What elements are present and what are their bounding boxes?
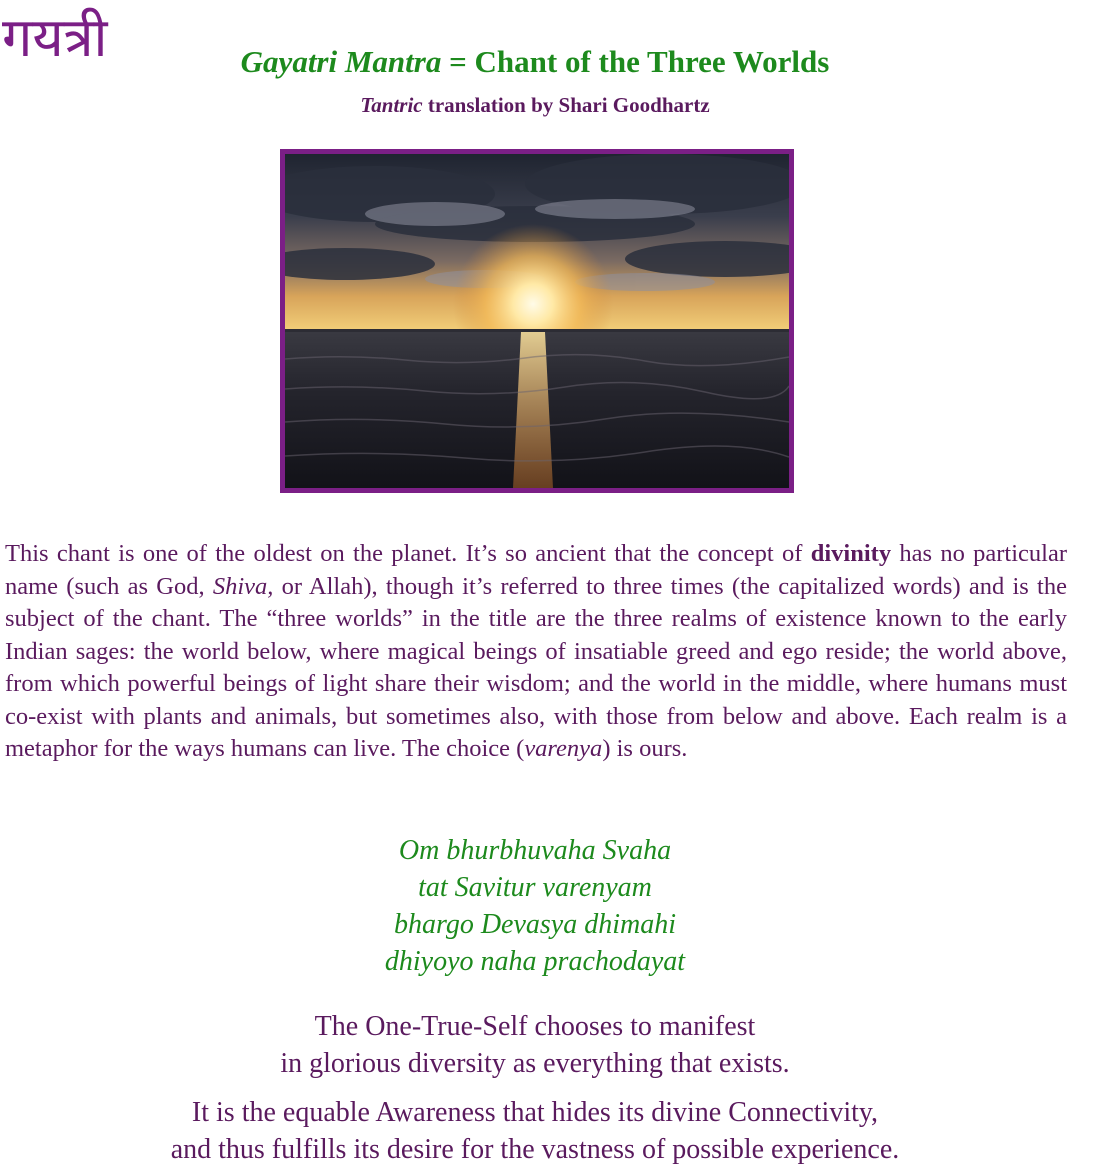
mantra-line: dhiyoyo naha prachodayat xyxy=(384,946,686,977)
title-mantra-name: Gayatri Mantra xyxy=(240,44,442,79)
subtitle-tantric: Tantric xyxy=(360,93,423,117)
subtitle-rest: translation by Shari Goodhartz xyxy=(422,93,710,117)
intro-text-4: ) is ours. xyxy=(602,735,688,762)
mantra-line: bhargo Devasya dhimahi xyxy=(393,909,677,940)
translation-line: It is the equable Awareness that hides its divine Connectivity, xyxy=(191,1097,879,1128)
translation-line: The One-True-Self chooses to manifest xyxy=(314,1011,756,1042)
mantra-line: tat Savitur varenyam xyxy=(418,872,652,903)
page-title xyxy=(0,42,1070,82)
title-rest: = Chant of the Three Worlds xyxy=(441,44,830,79)
intro-paragraph xyxy=(5,538,1067,766)
sunset-image xyxy=(285,154,789,488)
intro-text-3: or Allah), though it’s referred to three times (the capitalized words) and is the subject of the chant. The “three worlds” in the title are the three realms of existence known to the early Indian sages: the world below, where magical beings of insatiable greed and ego reside; the world above, from which powerful beings of light share their wisdom; and the world in the middle, where humans must co-exist with plants and animals, but sometimes also, with those from below and above. Each realm is a metaphor for the ways humans can live. The choice ( xyxy=(5,572,1067,762)
mantra-line: Om bhurbhuvaha Svaha xyxy=(398,835,672,866)
translation-line: and thus fulfills its desire for the vastness of possible experience. xyxy=(170,1134,900,1165)
intro-bold-divinity: divinity xyxy=(810,540,892,567)
mantra-verse xyxy=(0,832,1070,980)
translation-stanza-1 xyxy=(0,1008,1070,1082)
sunset-photo xyxy=(280,149,794,493)
intro-italic-shiva: Shiva, xyxy=(212,572,274,600)
translation-line: in glorious diversity as everything that exists. xyxy=(280,1048,790,1079)
intro-text-1: This chant is one of the oldest on the planet. It’s so ancient that the concept of xyxy=(5,540,811,567)
translation-stanza-2 xyxy=(0,1094,1070,1168)
devanagari-title: गयत्री xyxy=(2,6,108,69)
intro-text-2: has no particular name (such as God, xyxy=(5,540,1067,600)
intro-italic-varenya: varenya xyxy=(524,735,603,762)
page-subtitle xyxy=(0,91,1070,119)
